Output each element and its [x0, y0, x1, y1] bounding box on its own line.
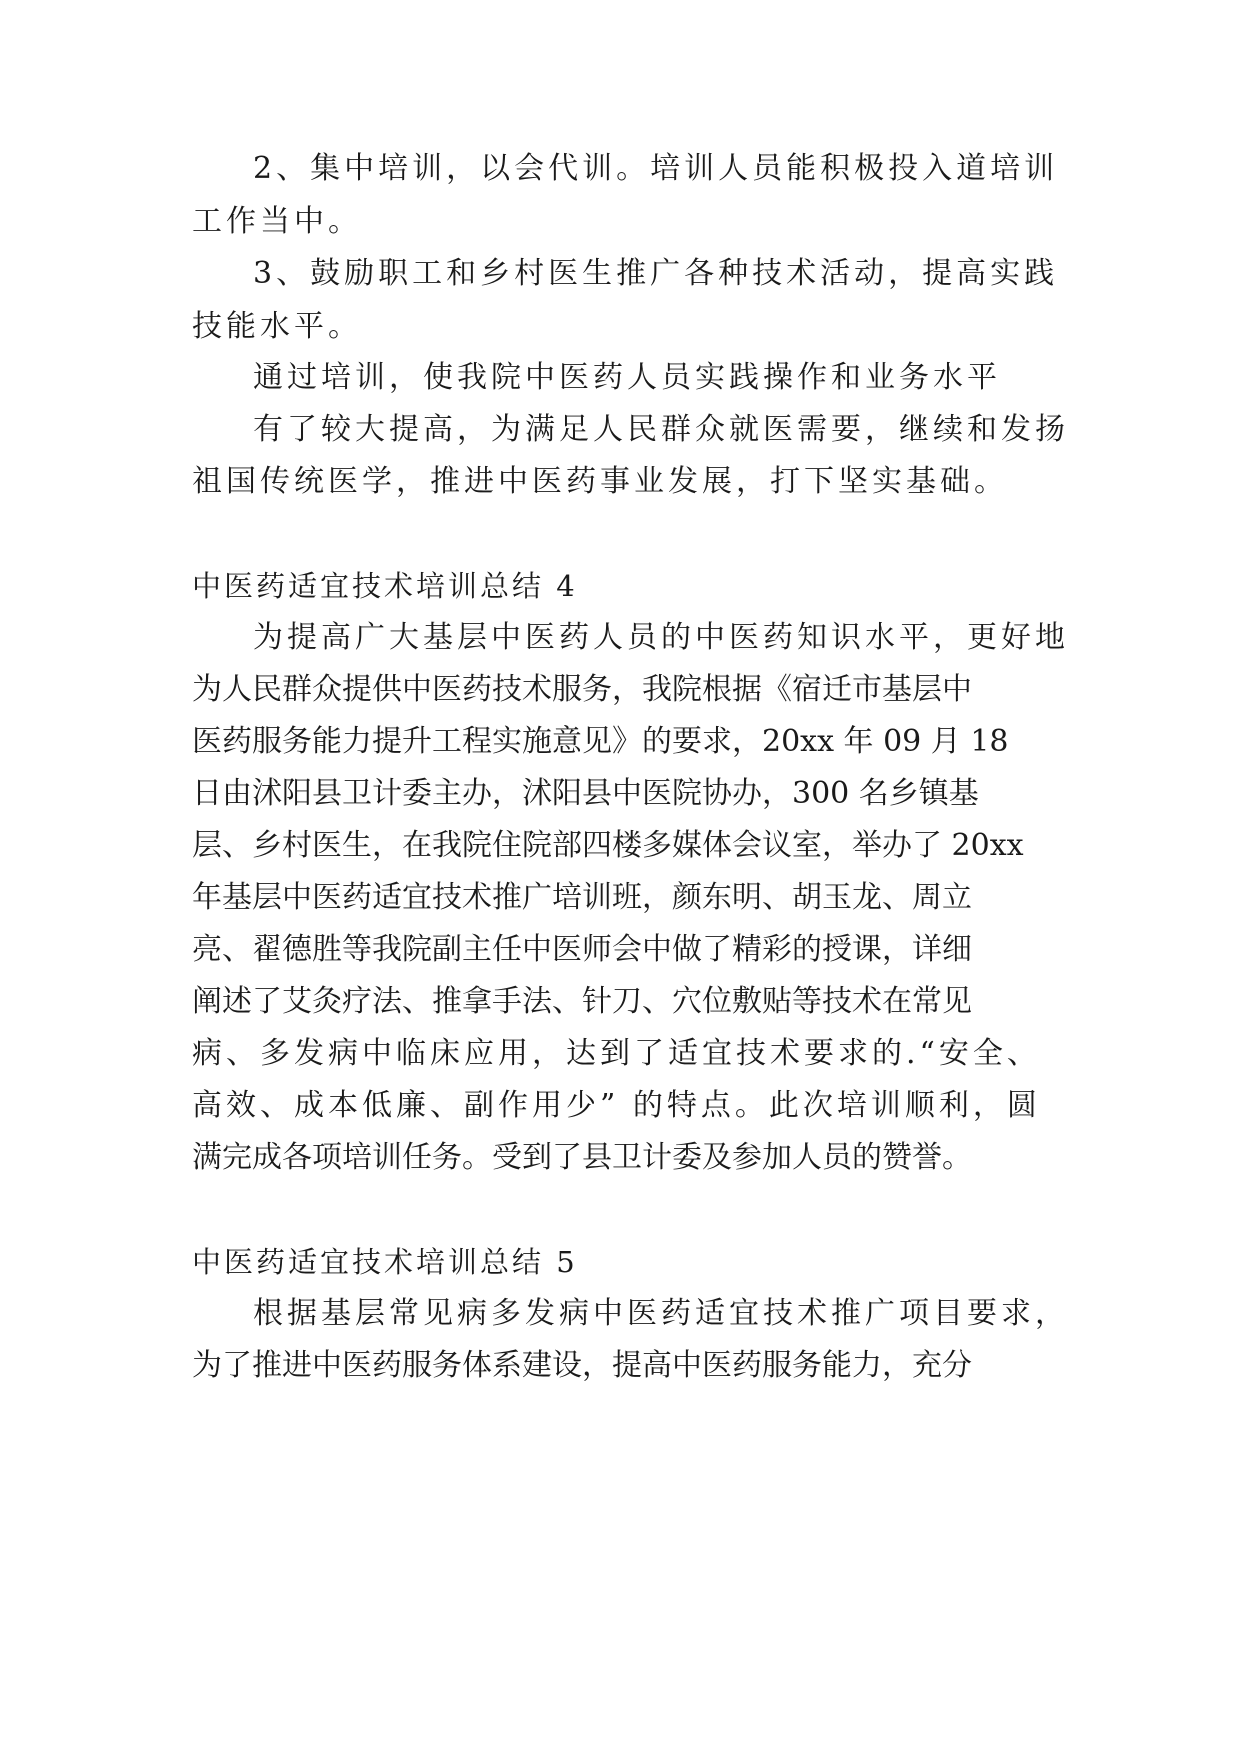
paragraph-line: 亮、翟德胜等我院副主任中医师会中做了精彩的授课，详细: [192, 932, 972, 967]
paragraph-line: 年基层中医药适宜技术推广培训班，颜东明、胡玉龙、周立: [192, 880, 972, 915]
paragraph-line: 技能水平。: [192, 309, 362, 344]
paragraph-line: 高效、成本低廉、副作用少” 的特点。此次培训顺利，圆: [192, 1088, 1041, 1123]
paragraph-line: 为了推进中医药服务体系建设，提高中医药服务能力，充分: [192, 1348, 972, 1383]
paragraph-line: 有了较大提高，为满足人民群众就医需要，继续和发扬: [253, 412, 1069, 447]
paragraph-line: 病、多发病中临床应用，达到了适宜技术要求的.“安全、: [192, 1036, 1041, 1071]
paragraph-line: 2、集中培训，以会代训。培训人员能积极投入道培训: [253, 151, 1059, 186]
paragraph-line: 根据基层常见病多发病中医药适宜技术推广项目要求，: [253, 1296, 1069, 1331]
section-heading: 中医药适宜技术培训总结 5: [192, 1245, 578, 1279]
paragraph-line: 祖国传统医学，推进中医药事业发展，打下坚实基础。: [192, 464, 1008, 499]
paragraph-line: 3、鼓励职工和乡村医生推广各种技术活动，提高实践: [253, 256, 1059, 291]
paragraph-line: 医药服务能力提升工程实施意见》的要求，20xx 年 09 月 18: [192, 724, 1009, 759]
paragraph-line: 工作当中。: [192, 204, 362, 239]
section-heading: 中医药适宜技术培训总结 4: [192, 569, 578, 603]
paragraph-line: 通过培训，使我院中医药人员实践操作和业务水平: [253, 360, 1001, 395]
paragraph-line: 层、乡村医生，在我院住院部四楼多媒体会议室，举办了 20xx: [192, 828, 1024, 863]
paragraph-line: 日由沭阳县卫计委主办，沭阳县中医院协办，300 名乡镇基: [192, 776, 979, 811]
paragraph-line: 为人民群众提供中医药技术服务，我院根据《宿迁市基层中: [192, 672, 972, 707]
paragraph-line: 满完成各项培训任务。受到了县卫计委及参加人员的赞誉。: [192, 1140, 972, 1175]
paragraph-line: 阐述了艾灸疗法、推拿手法、针刀、穴位敷贴等技术在常见: [192, 984, 972, 1019]
paragraph-line: 为提高广大基层中医药人员的中医药知识水平，更好地: [253, 620, 1069, 655]
